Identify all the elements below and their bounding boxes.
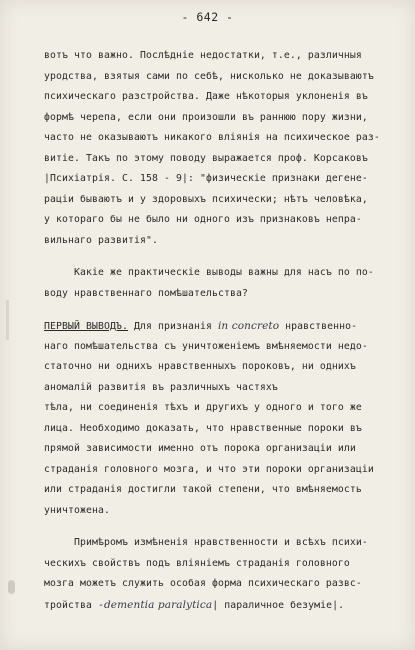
text-line: |Психіатрія. С. 158 - 9|: "физическіе признаки дегене- bbox=[44, 173, 368, 184]
text-line: часто не оказываютъ никакого вліянія на психическое раз- bbox=[44, 132, 380, 143]
text-line: ческихъ свойствъ подъ вліяніемъ страданія головного bbox=[44, 557, 350, 569]
question-line: Какіе же практическіе выводы важны для насъ по по- bbox=[74, 267, 374, 278]
text-line: формѣ черепа, если они произошли въ раннюю пору жизни, bbox=[44, 111, 368, 123]
first-conclusion-line bbox=[44, 316, 394, 337]
text-line: уродства, взятыя сами по себѣ, нисколько не доказываютъ bbox=[44, 70, 374, 82]
handwritten-insertion: dementia paralytica bbox=[103, 598, 213, 611]
text-line: у котораго бы не было ни одного изъ признаковъ непра- bbox=[44, 214, 362, 225]
final-text: тройства - bbox=[44, 599, 104, 611]
handwritten-insertion: in concreto bbox=[217, 320, 280, 332]
text-line: витіе. Такъ по этому поводу выражается проф. Корсаковъ bbox=[44, 152, 368, 164]
paragraph-gap bbox=[44, 521, 394, 533]
page-number: - 642 - bbox=[181, 10, 234, 24]
question-line: воду нравственнаго помѣшательства? bbox=[44, 287, 248, 299]
text-line: статочно ни однихъ нравственныхъ пороковъ, ни однихъ bbox=[44, 361, 356, 372]
first-conclusion-text: Для признанія bbox=[127, 321, 218, 332]
text-line: вотъ что важно. Послѣдніе недостатки, т.е., различныя bbox=[44, 50, 362, 61]
text-line: прямой зависимости именно отъ порока организаціи или bbox=[44, 443, 356, 454]
text-line: или страданія достигли такой степени, что вмѣняемость bbox=[44, 484, 362, 495]
binding-hole bbox=[8, 580, 15, 594]
final-line bbox=[44, 595, 394, 616]
first-conclusion-text: нравственно- bbox=[279, 321, 358, 332]
paper-fold-mark bbox=[6, 300, 9, 340]
text-line: аномалій развитія въ различныхъ частяхъ bbox=[44, 381, 278, 393]
text-line: мозга можетъ служить особая форма психическаго развс- bbox=[44, 578, 362, 589]
first-conclusion-heading: ПЕРВЫЙ ВЫВОДЪ. bbox=[44, 321, 128, 332]
text-line: раціи бываютъ и у здоровыхъ психически; нѣтъ человѣка, bbox=[44, 193, 368, 205]
final-text: | параличное безуміе|. bbox=[212, 599, 345, 611]
text-line: психическаго разстройства. Даже нѣкоторыя уклоненія въ bbox=[44, 91, 368, 102]
text-line: наго помѣшательства съ уничтоженіемъ вмѣняемости недо- bbox=[44, 340, 368, 352]
text-line: тѣла, ни соединенія тѣхъ и другихъ у одного и того же bbox=[44, 402, 362, 413]
typed-text-body bbox=[44, 46, 394, 615]
text-line: лица. Необходимо доказать, что нравственные пороки въ bbox=[44, 422, 362, 434]
text-line: страданія головного мозга, и что эти пороки организаціи bbox=[44, 463, 374, 475]
text-line: вильнаго развитія". bbox=[44, 234, 158, 246]
paragraph-gap bbox=[44, 304, 394, 316]
text-line: уничтожена. bbox=[44, 504, 110, 516]
text-line: Примѣромъ измѣненія нравственности и всѣхъ психи- bbox=[74, 537, 368, 548]
paragraph-gap bbox=[44, 251, 394, 263]
